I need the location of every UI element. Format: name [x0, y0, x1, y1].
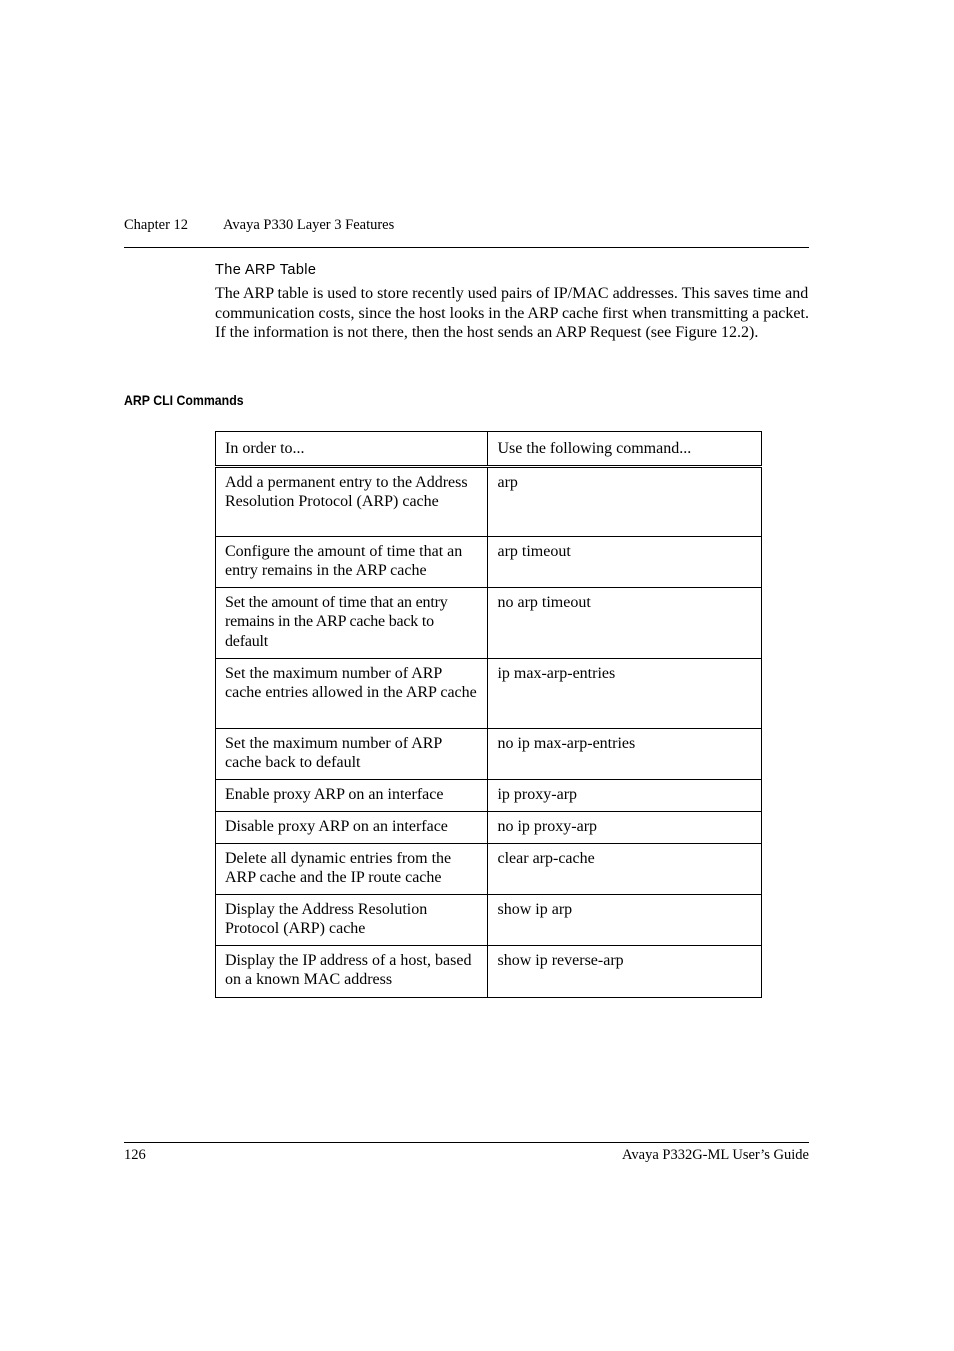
chapter-title: Avaya P330 Layer 3 Features — [223, 217, 395, 233]
table-cell-purpose: Delete all dynamic entries from the ARP cache and the IP route cache — [216, 844, 488, 895]
page-footer — [124, 1142, 809, 1165]
table-row — [216, 895, 762, 946]
table-row — [216, 588, 762, 659]
page-number: 126 — [124, 1147, 146, 1163]
table-cell-command: no arp timeout — [488, 588, 762, 659]
table-cell-purpose: Display the Address Resolution Protocol (ARP) cache — [216, 895, 488, 946]
table-header-cell: Use the following command... — [488, 432, 762, 467]
table-cell-command: arp — [488, 467, 762, 537]
table-cell-purpose: Enable proxy ARP on an interface — [216, 780, 488, 812]
table-cell-purpose: Set the maximum number of ARP cache entries allowed in the ARP cache — [216, 659, 488, 729]
table-row — [216, 812, 762, 844]
table-header-row — [216, 432, 762, 467]
table-cell-command: ip proxy-arp — [488, 780, 762, 812]
table-cell-purpose: Disable proxy ARP on an interface — [216, 812, 488, 844]
table-row — [216, 729, 762, 780]
table-row — [216, 946, 762, 998]
guide-title: Avaya P332G-ML User’s Guide — [622, 1147, 809, 1163]
table-row — [216, 537, 762, 588]
section-body-paragraph: The ARP table is used to store recently used pairs of IP/MAC addresses. This saves time and communication costs, since the host looks in the ARP cache first when transmitting a packet. If the information is not there, then the host sends an ARP Request (see Figure 12.2). — [215, 285, 809, 342]
table-header-cell: In order to... — [216, 432, 488, 467]
arp-commands-table — [215, 431, 762, 998]
table-row — [216, 659, 762, 729]
table-cell-command: show ip arp — [488, 895, 762, 946]
chapter-label: Chapter 12 — [124, 217, 189, 233]
table-cell-command: arp timeout — [488, 537, 762, 588]
table-cell-purpose: Set the maximum number of ARP cache back to default — [216, 729, 488, 780]
table-cell-command: no ip proxy-arp — [488, 812, 762, 844]
table-cell-command: clear arp-cache — [488, 844, 762, 895]
table-row — [216, 844, 762, 895]
table-cell-purpose: Add a permanent entry to the Address Resolution Protocol (ARP) cache — [216, 467, 488, 537]
section-heading: The ARP Table — [215, 262, 317, 278]
table-row — [216, 780, 762, 812]
table-cell-purpose: Display the IP address of a host, based on a known MAC address — [216, 946, 488, 998]
page-header — [124, 216, 809, 248]
table-cell-command: show ip reverse-arp — [488, 946, 762, 998]
table-cell-command: ip max-arp-entries — [488, 659, 762, 729]
table-row — [216, 467, 762, 537]
table-cell-command: no ip max-arp-entries — [488, 729, 762, 780]
subsection-heading: ARP CLI Commands — [124, 392, 244, 408]
table-cell-purpose: Configure the amount of time that an entry remains in the ARP cache — [216, 537, 488, 588]
table-cell-purpose: Set the amount of time that an entry remains in the ARP cache back to default — [216, 588, 488, 659]
